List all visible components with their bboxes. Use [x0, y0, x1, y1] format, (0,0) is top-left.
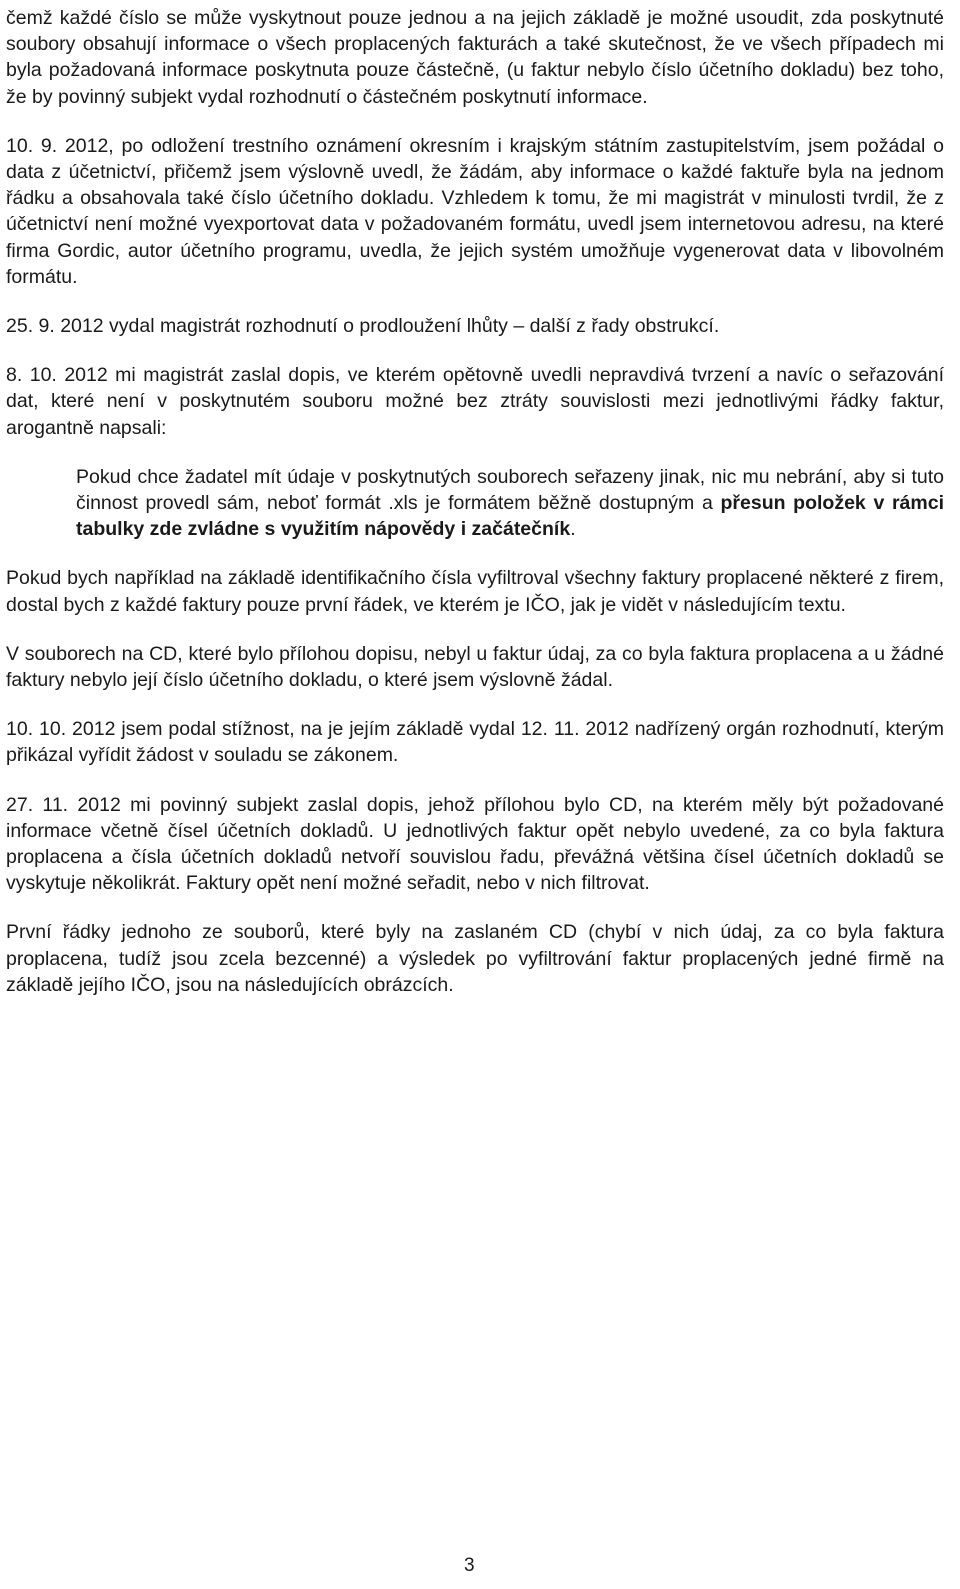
paragraph-6: V souborech na CD, které bylo přílohou dopisu, nebyl u faktur údaj, za co byla faktura proplacena a u žádné faktury nebylo její číslo účetního dokladu, o které jsem výslovně žádal.	[6, 642, 944, 692]
document-page	[6, 0, 944, 1021]
paragraph-3: 25. 9. 2012 vydal magistrát rozhodnutí o prodloužení lhůty – další z řady obstrukcí.	[6, 315, 720, 338]
paragraph-5: Pokud bych například na základě identifikačního čísla vyfiltroval všechny faktury proplacené některé z firem, dostal bych z každé faktury pouze první řádek, ve kterém je IČO, jak je vidět v následujícím textu.	[6, 567, 944, 616]
quote-text: Pokud chce žadatel mít údaje v poskytnutých souborech seřazeny jinak, nic mu nebrání, aby si tuto činnost provedl sám, neboť formát .xls je formátem běžně dostupným a	[76, 465, 944, 515]
page-number: 3	[464, 1555, 475, 1576]
quote-bold-text: přesun položek v rámci tabulky zde zvládne s využitím nápovědy i začátečník	[76, 492, 945, 541]
block-quote	[76, 464, 944, 543]
paragraph-1: čemž každé číslo se může vyskytnout pouze jednou a na jejich základě je možné usoudit, zda poskytnuté soubory obsahují informace o všech proplacených fakturách a také skutečnost, že ve všech případech mi byla požadovaná informace poskytnuta pouze částečně, (u faktur nebylo číslo účetního dokladu) bez toho, že by povinný subjekt vydal rozhodnutí o částečném poskytnutí informace.	[6, 7, 944, 108]
paragraph-4: 8. 10. 2012 mi magistrát zaslal dopis, ve kterém opětovně uvedli nepravdivá tvrzení a navíc o seřazování dat, které není v poskytnutém souboru možné bez ztráty souvislosti mezi jednotlivými řádky faktur, arogantně napsali:	[6, 364, 944, 439]
paragraph-2: 10. 9. 2012, po odložení trestního oznámení okresním i krajským státním zastupitelstvím, jsem požádal o data z účetnictví, přičemž jsem výslovně uvedl, že žádám, aby informace o každé faktuře byla na jednom řádku a obsahovala také číslo účetního dokladu. Vzhledem k tomu, že mi magistrát v minulosti tvrdil, že z účetnictví není možné vyexportovat data v požadovaném formátu, uvedl jsem internetovou adresu, na které firma Gordic, autor účetního programu, uvedla, že jejich systém umožňuje vygenerovat data v libovolném formátu.	[6, 134, 944, 288]
paragraph-9: První řádky jednoho ze souborů, které byly na zaslaném CD (chybí v nich údaj, za co byla faktura proplacena, tudíž jsou zcela bezcenné) a výsledek po vyfiltrování faktur proplacených jedné firmě na základě jejího IČO, jsou na následujících obrázcích.	[6, 921, 944, 996]
paragraph-7: 10. 10. 2012 jsem podal stížnost, na je jejím základě vydal 12. 11. 2012 nadřízený orgán rozhodnutí, kterým přikázal vyřídit žádost v souladu se zákonem.	[6, 718, 944, 767]
quote-end: .	[570, 518, 576, 541]
paragraph-8: 27. 11. 2012 mi povinný subjekt zaslal dopis, jehož přílohou bylo CD, na kterém měly být požadované informace včetně čísel účetních dokladů. U jednotlivých faktur opět nebylo uvedené, za co byla faktura proplacena a čísla účetních dokladů netvoří souvislou řadu, převážná většina čísel účetních dokladů se vyskytuje několikrát. Faktury opět není možné seřadit, nebo v nich filtrovat.	[6, 793, 944, 895]
